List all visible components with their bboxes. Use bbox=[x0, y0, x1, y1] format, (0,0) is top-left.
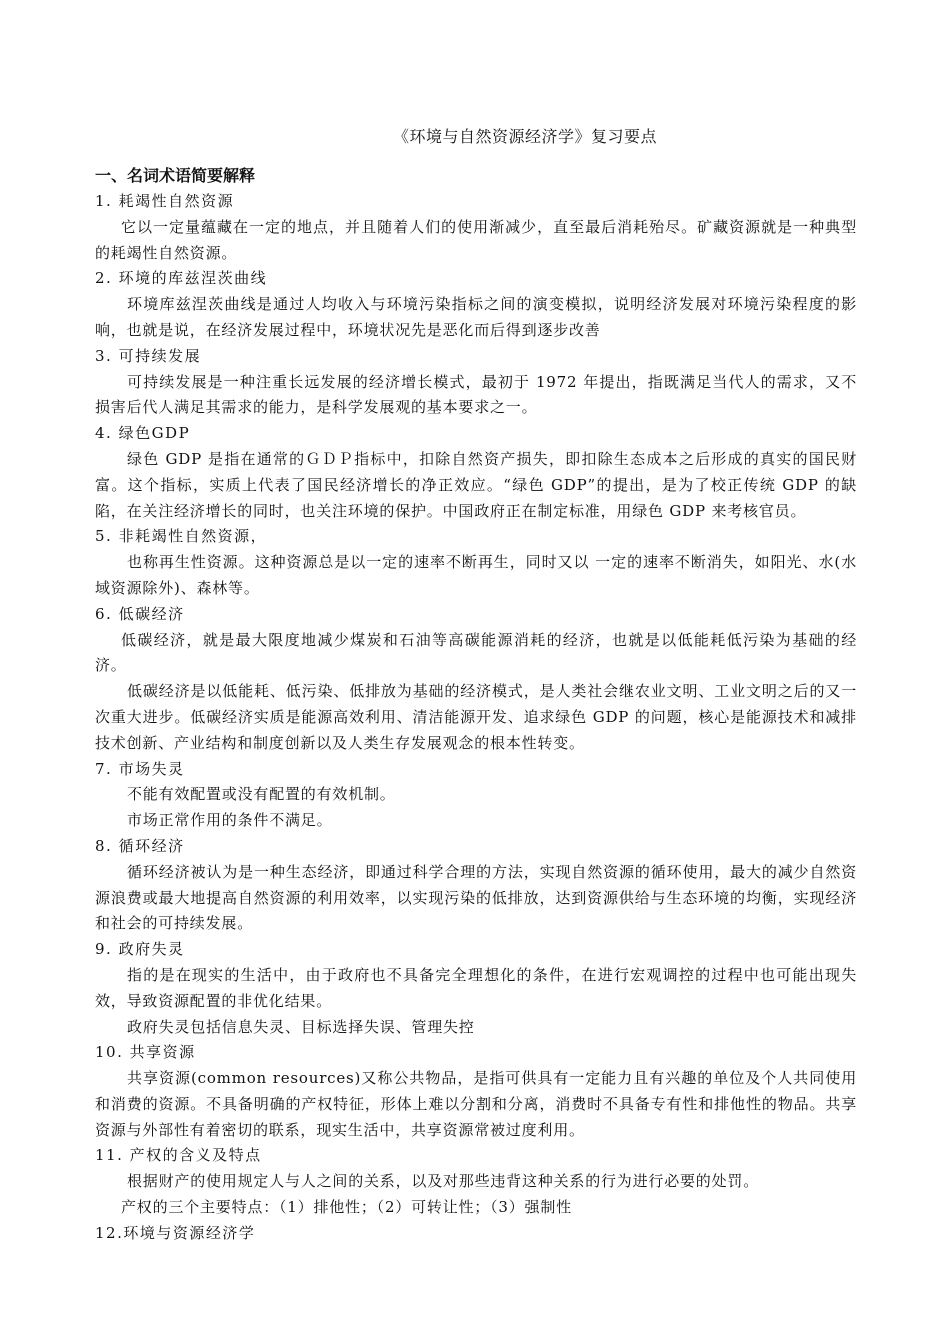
term-item bbox=[95, 344, 857, 421]
term-paragraph: 不能有效配置或没有配置的有效机制。 bbox=[127, 785, 396, 804]
term-title: 5. 非耗竭性自然资源， bbox=[95, 527, 268, 546]
term-paragraph: 它以一定量蕴藏在一定的地点，并且随着人们的使用渐减少，直至最后消耗殆尽。矿藏资源就是一种典型的耗竭性自然资源。 bbox=[95, 217, 857, 262]
term-title: 10. 共享资源 bbox=[95, 1043, 196, 1062]
term-title: 4. 绿色GDP bbox=[95, 424, 191, 443]
term-paragraph: 低碳经济，就是最大限度地减少煤炭和石油等高碳能源消耗的经济，也就是以低能耗低污染为基础的经济。 bbox=[95, 630, 857, 675]
term-paragraph: 可持续发展是一种注重长远发展的经济增长模式，最初于 1972 年提出，指既满足当代人的需求，又不损害后代人满足其需求的能力，是科学发展观的基本要求之一。 bbox=[95, 372, 857, 417]
term-paragraph: 政府失灵包括信息失灵、目标选择失误、管理失控 bbox=[127, 1017, 475, 1036]
term-paragraph: 循环经济被认为是一种生态经济，即通过科学合理的方法，实现自然资源的循环使用，最大的减少自然资源浪费或最大地提高自然资源的利用效率，以实现污染的低排放，达到资源供给与生态环境的均衡，实现经济和社会的可持续发展。 bbox=[95, 862, 857, 933]
terms-list bbox=[95, 189, 857, 1247]
term-item bbox=[95, 602, 857, 757]
term-title: 8. 循环经济 bbox=[95, 836, 185, 855]
term-paragraph: 指的是在现实的生活中，由于政府也不具备完全理想化的条件，在进行宏观调控的过程中也可能出现失效，导致资源配置的非优化结果。 bbox=[95, 965, 857, 1010]
term-title: 6. 低碳经济 bbox=[95, 604, 185, 623]
term-title: 2. 环境的库兹涅茨曲线 bbox=[95, 269, 268, 288]
term-item bbox=[95, 266, 857, 343]
section-heading: 一、名词术语简要解释 bbox=[95, 166, 256, 185]
term-paragraph: 绿色 GDP 是指在通常的ＧＤＰ指标中，扣除自然资产损失，即扣除生态成本之后形成的真实的国民财富。这个指标，实质上代表了国民经济增长的净正效应。“绿色 GDP”的提出，是为了校正传统 GDP 的缺陷，在关注经济增长的同时，也关注环境的保护。中国政府正在制定标准，用绿色 GDP 来考核官员。 bbox=[95, 449, 857, 520]
term-item bbox=[95, 421, 857, 524]
term-paragraph: 低碳经济是以低能耗、低污染、低排放为基础的经济模式，是人类社会继农业文明、工业文明之后的又一次重大进步。低碳经济实质是能源高效利用、清洁能源开发、追求绿色 GDP 的问题，核心是能源技术和减排技术创新、产业结构和制度创新以及人类生存发展观念的根本性转变。 bbox=[95, 682, 857, 752]
term-item bbox=[95, 1040, 857, 1143]
term-title: 7. 市场失灵 bbox=[95, 759, 185, 778]
term-item bbox=[95, 524, 857, 601]
term-item bbox=[95, 1143, 857, 1220]
term-title: 9. 政府失灵 bbox=[95, 940, 185, 959]
term-paragraph: 根据财产的使用规定人与人之间的关系，以及对那些违背这种关系的行为进行必要的处罚。 bbox=[127, 1172, 760, 1191]
term-paragraph: 产权的三个主要特点：（1）排他性；（2）可转让性；（3）强制性 bbox=[121, 1198, 572, 1217]
term-title: 1. 耗竭性自然资源 bbox=[95, 192, 235, 210]
term-item bbox=[95, 937, 857, 1040]
term-item bbox=[95, 834, 857, 937]
term-paragraph: 也称再生性资源。这种资源总是以一定的速率不断再生，同时又以 一定的速率不断消失，如阳光、水(水域资源除外)、森林等。 bbox=[95, 553, 857, 597]
term-title: 3. 可持续发展 bbox=[95, 346, 202, 365]
term-title: 11. 产权的含义及特点 bbox=[95, 1146, 262, 1165]
term-item bbox=[95, 757, 857, 834]
term-item bbox=[95, 189, 857, 266]
term-item bbox=[95, 1221, 857, 1247]
term-paragraph: 共享资源(common resources)又称公共物品，是指可供具有一定能力且有兴趣的单位及个人共同使用和消费的资源。不具备明确的产权特征，形体上难以分割和分离，消费时不具备专有性和排他性的物品。共享资源与外部性有着密切的联系，现实生活中，共享资源常被过度利用。 bbox=[95, 1069, 857, 1139]
document-title: 《环境与自然资源经济学》复习要点 bbox=[392, 127, 657, 146]
term-paragraph: 市场正常作用的条件不满足。 bbox=[127, 811, 333, 830]
term-title: 12.环境与资源经济学 bbox=[95, 1223, 256, 1242]
term-paragraph: 环境库兹涅茨曲线是通过人均收入与环境污染指标之间的演变模拟，说明经济发展对环境污染程度的影响，也就是说，在经济发展过程中，环境状况先是恶化而后得到逐步改善 bbox=[95, 295, 857, 339]
